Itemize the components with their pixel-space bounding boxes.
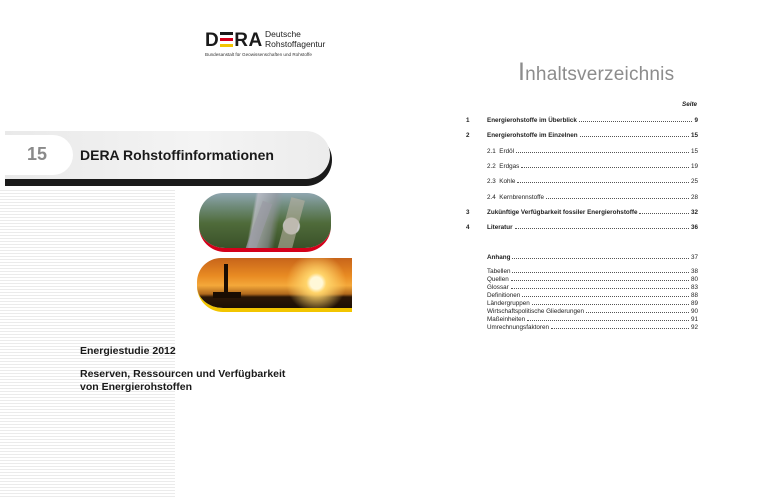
toc-section-number: 2.1 [487, 148, 496, 155]
series-number: 15 [27, 144, 48, 164]
toc-anhang-label: Anhang [487, 254, 511, 261]
toc-appendix-page: 92 [690, 324, 698, 331]
toc-page-column-label: Seite [682, 101, 698, 108]
toc-section-title: Erdöl [499, 148, 514, 155]
toc-chapter-page: 9 [694, 117, 698, 124]
toc-heading [518, 58, 674, 87]
dera-logo [205, 28, 365, 62]
logo-mark-ra: RA [234, 30, 263, 51]
toc-section-title: Kernbrennstoffe [499, 194, 544, 201]
toc-chapter-page: 32 [690, 209, 698, 216]
toc-section-entry[interactable] [487, 163, 698, 170]
toc-appendix-entry[interactable] [487, 308, 698, 315]
toc-appendix-page: 38 [690, 268, 698, 275]
logo-mark-d: D [205, 30, 220, 51]
toc-chapter-number: 4 [466, 224, 470, 231]
toc-anhang-entry[interactable] [487, 254, 698, 261]
logo-subtitle: Bundesanstalt für Geowissenschaften und Rohstoffe [205, 52, 312, 57]
toc-chapter-page: 36 [690, 224, 698, 231]
logo-name-line1: Deutsche [265, 29, 301, 39]
series-title: DERA Rohstoffinformationen [80, 147, 274, 163]
toc-appendix-label: Wirtschaftspolitische Gliederungen [487, 308, 584, 315]
toc-appendix-page: 91 [690, 316, 698, 323]
toc-section-page: 19 [690, 163, 698, 170]
toc-heading-initial: I [518, 58, 526, 86]
toc-appendix-page: 83 [690, 284, 698, 291]
toc-appendix-entry[interactable] [487, 316, 698, 323]
toc-appendix-entry[interactable] [487, 276, 698, 283]
toc-chapter-entry[interactable] [487, 132, 698, 139]
toc-appendix-label: Umrechnungsfaktoren [487, 324, 549, 331]
toc-chapter-label: Energierohstoffe im Einzelnen [487, 132, 578, 139]
toc-appendix-label: Maßeinheiten [487, 316, 526, 323]
logo-name-line2: Rohstoffagentur [265, 39, 326, 49]
toc-chapter-entry[interactable] [487, 117, 698, 124]
toc-appendix-page: 80 [690, 276, 698, 283]
toc-section-number: 2.3 [487, 178, 496, 185]
decorative-stripes [0, 190, 175, 498]
logo-e-flag-icon [220, 32, 233, 47]
toc-section-label [487, 194, 546, 201]
toc-section-entry[interactable] [487, 194, 698, 201]
toc-appendix-label: Quellen [487, 276, 509, 283]
oil-derrick-sunset-photo [197, 258, 352, 312]
toc-appendix-entry[interactable] [487, 284, 698, 291]
toc-section-number: 2.4 [487, 194, 496, 201]
study-title: Energiestudie 2012 [80, 345, 176, 357]
toc-appendix-page: 90 [690, 308, 698, 315]
logo-mark [205, 30, 263, 52]
toc-chapter-entry[interactable] [487, 209, 698, 216]
logo-name [265, 29, 325, 49]
toc-section-label [487, 178, 517, 185]
toc-chapter-number: 1 [466, 117, 470, 124]
study-subtitle-line1: Reserven, Ressourcen und Verfügbarkeit [80, 368, 286, 380]
toc-chapter-label: Energierohstoffe im Überblick [487, 117, 577, 124]
toc-section-entry[interactable] [487, 148, 698, 155]
toc-section-page: 15 [690, 148, 698, 155]
toc-chapter-page: 15 [690, 132, 698, 139]
toc-section-number: 2.2 [487, 163, 496, 170]
toc-anhang-page: 37 [690, 254, 698, 261]
toc-appendix-entry[interactable] [487, 268, 698, 275]
toc-chapter-number: 3 [466, 209, 470, 216]
toc-appendix-page: 88 [690, 292, 698, 299]
toc-section-title: Erdgas [499, 163, 520, 170]
toc-section-label [487, 148, 516, 155]
toc-section-title: Kohle [499, 178, 516, 185]
study-subtitle-line2: von Energierohstoffen [80, 380, 193, 393]
toc-heading-rest: nhaltsverzeichnis [525, 64, 675, 85]
toc-section-label [487, 163, 521, 170]
toc-chapter-number: 2 [466, 132, 470, 139]
toc-appendix-entry[interactable] [487, 324, 698, 331]
toc-appendix-label: Tabellen [487, 268, 511, 275]
toc-appendix-entry[interactable] [487, 300, 698, 307]
toc-appendix-label: Ländergruppen [487, 300, 530, 307]
toc-chapter-label: Literatur [487, 224, 513, 231]
toc-appendix-entry[interactable] [487, 292, 698, 299]
toc-appendix-label: Glossar [487, 284, 509, 291]
toc-chapter-entry[interactable] [487, 224, 698, 231]
study-subtitle [80, 368, 285, 393]
toc-section-page: 28 [690, 194, 698, 201]
toc-section-page: 25 [690, 178, 698, 185]
industrial-site-photo [199, 193, 331, 252]
toc-appendix-page: 89 [690, 300, 698, 307]
toc-chapter-label: Zukünftige Verfügbarkeit fossiler Energierohstoffe [487, 209, 638, 216]
toc-appendix-label: Definitionen [487, 292, 521, 299]
toc-section-entry[interactable] [487, 178, 698, 185]
